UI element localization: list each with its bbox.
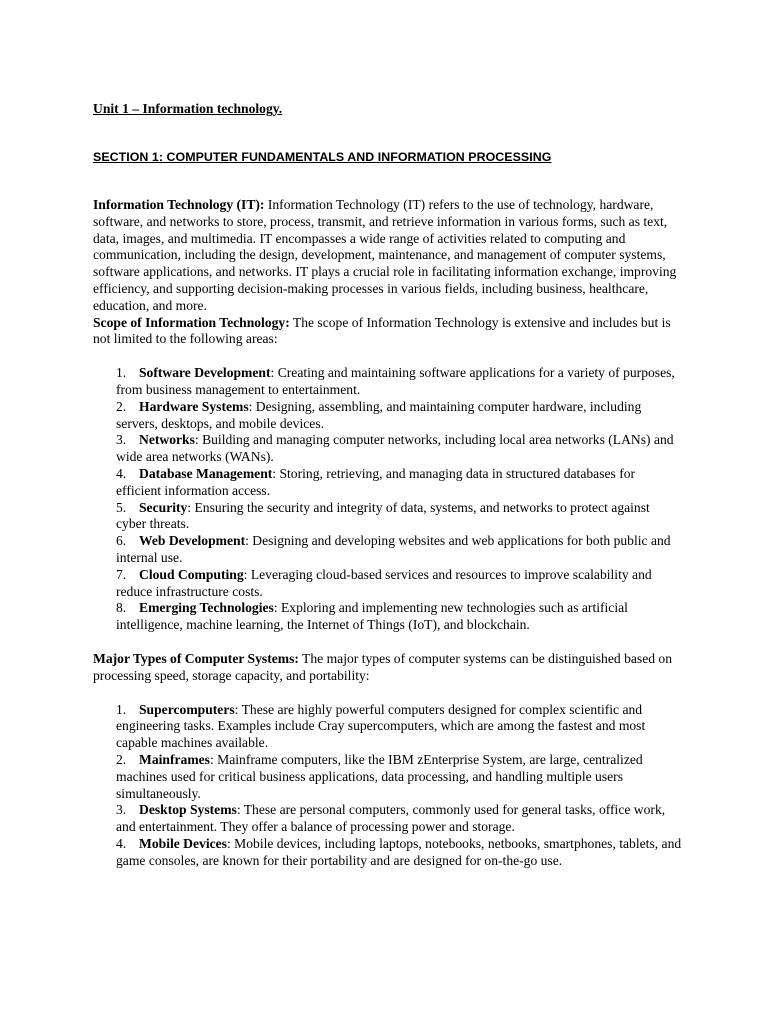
it-definition-text: Information Technology (IT) refers to the use of technology, hardware, software, and networks to store, process, transmit, and retrieve information in various forms, such as text, data, images, and multimedia. IT encompasses a wide range of activities related to computing and communication, including the design, development, maintenance, and management of computer systems, software applications, and networks. IT plays a crucial role in facilitating information exchange, improving efficiency, and supporting decision-making processes in various fields, including business, healthcare, education, and more. <box>93 197 677 313</box>
unit-title: Unit 1 – Information technology. <box>93 101 283 116</box>
list-item-number: 1. <box>116 701 127 717</box>
list-item-term: Networks <box>139 432 195 448</box>
list-item-number: 3. <box>116 802 127 818</box>
list-item-term: Mainframes <box>139 751 210 767</box>
list-item-term: Emerging Technologies <box>139 600 274 616</box>
list-item-number: 7. <box>116 566 127 582</box>
list-item-term: Desktop Systems <box>139 802 237 818</box>
list-item-term: Cloud Computing <box>139 566 244 582</box>
section-heading: SECTION 1: COMPUTER FUNDAMENTALS AND INFORMATION PROCESSING <box>93 150 552 164</box>
major-types-text: The major types of computer systems can be distinguished based on processing speed, storage capacity, and portability: <box>93 650 673 683</box>
list-item-number: 2. <box>116 751 127 767</box>
list-item-term: Database Management <box>139 465 273 481</box>
list-item <box>116 567 683 601</box>
system-types-list <box>93 702 683 870</box>
list-item <box>116 365 683 399</box>
list-item-term: Hardware Systems <box>139 398 249 414</box>
scope-text: The scope of Information Technology is extensive and includes but is not limited to the following areas: <box>93 314 671 347</box>
list-item-text: : Ensuring the security and integrity of data, systems, and networks to protect against cyber threats. <box>116 499 650 532</box>
list-item-text: : Designing, assembling, and maintaining computer hardware, including servers, desktops, and mobile devices. <box>116 398 642 431</box>
list-item-number: 4. <box>116 465 127 481</box>
major-types-paragraph <box>93 651 683 685</box>
list-item-number: 6. <box>116 533 127 549</box>
list-item-text: : Exploring and implementing new technologies such as artificial intelligence, machine learning, the Internet of Things (IoT), and blockchain. <box>116 600 628 633</box>
list-item-number: 2. <box>116 398 127 414</box>
list-item <box>116 752 683 802</box>
list-item-term: Software Development <box>139 365 271 381</box>
list-item-text: : These are personal computers, commonly used for general tasks, office work, and entertainment. They offer a balance of processing power and storage. <box>116 802 666 835</box>
list-item-text: : Leveraging cloud-based services and resources to improve scalability and reduce infrastructure costs. <box>116 566 652 599</box>
list-item-term: Supercomputers <box>139 701 235 717</box>
list-item <box>116 500 683 534</box>
scope-list <box>93 365 683 634</box>
document-page <box>93 101 683 869</box>
list-item-text: : These are highly powerful computers designed for complex scientific and engineering tasks. Examples include Cray supercomputers, which are among the fastest and most capable machines available. <box>116 701 646 751</box>
list-item-number: 8. <box>116 600 127 616</box>
it-definition-paragraph <box>93 197 683 315</box>
list-item-term: Web Development <box>139 533 246 549</box>
list-item-text: : Mainframe computers, like the IBM zEnterprise System, are large, centralized machines used for critical business applications, data processing, and handling multiple users simultaneously. <box>116 751 643 801</box>
list-item <box>116 702 683 752</box>
major-types-term: Major Types of Computer Systems: <box>93 650 299 666</box>
list-item <box>116 600 683 634</box>
list-item-number: 5. <box>116 499 127 515</box>
list-item-text: : Designing and developing websites and web applications for both public and internal use. <box>116 533 671 565</box>
it-definition-term: Information Technology (IT): <box>93 197 265 212</box>
list-item-number: 1. <box>116 365 127 381</box>
list-item-text: : Storing, retrieving, and managing data in structured databases for efficient information access. <box>116 465 636 498</box>
list-item <box>116 399 683 433</box>
scope-term: Scope of Information Technology: <box>93 314 290 330</box>
list-item <box>116 836 683 870</box>
list-item-term: Mobile Devices <box>139 835 227 851</box>
list-item <box>116 466 683 500</box>
list-item-text: : Building and managing computer networks, including local area networks (LANs) and wide area networks (WANs). <box>116 432 674 465</box>
list-item-term: Security <box>139 499 188 515</box>
list-item-text: : Creating and maintaining software applications for a variety of purposes, from business management to entertainment. <box>116 365 675 397</box>
list-item-number: 3. <box>116 432 127 448</box>
list-item <box>116 533 683 567</box>
scope-paragraph <box>93 315 683 349</box>
list-item <box>116 802 683 836</box>
list-item-number: 4. <box>116 835 127 851</box>
list-item <box>116 432 683 466</box>
list-item-text: : Mobile devices, including laptops, notebooks, netbooks, smartphones, tablets, and game consoles, are known for their portability and are designed for on-the-go use. <box>116 835 682 868</box>
